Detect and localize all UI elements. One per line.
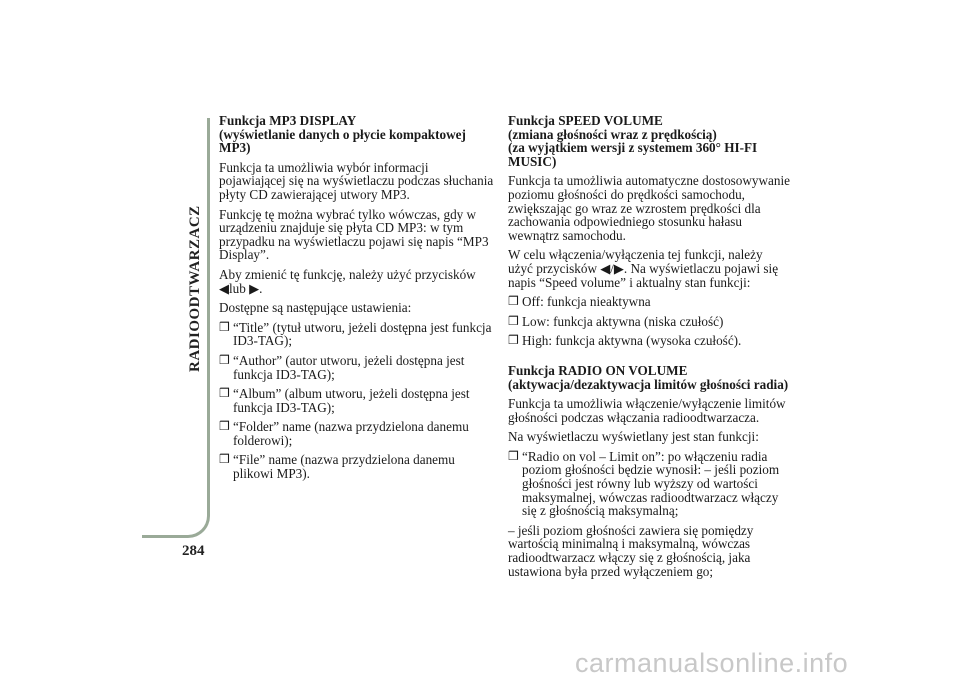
list-item <box>219 453 494 480</box>
list-item <box>219 420 494 447</box>
heading-note: (za wyjątkiem wersji z systemem 360° HI-FI MUSIC) <box>508 140 758 169</box>
radio-on-volume-heading <box>508 364 790 391</box>
arrow-left-right-icon: ◀/▶ <box>600 260 624 276</box>
list-item <box>219 321 494 348</box>
checkbox-bullet-icon: ❒ <box>219 419 230 434</box>
list-item-text: “Album” (album utworu, jeżeli dostępna jest funkcja ID3-TAG); <box>233 386 470 415</box>
list-item <box>219 354 494 381</box>
list-item-text: Low: funkcja aktywna (niska czułość) <box>522 313 724 329</box>
list-item <box>508 295 790 309</box>
speed-volume-heading <box>508 114 790 168</box>
watermark-link[interactable]: carmanualsonline.info <box>575 648 849 678</box>
checkbox-bullet-icon: ❒ <box>219 352 230 367</box>
checkbox-bullet-icon: ❒ <box>508 333 519 348</box>
arrow-right-icon: ▶ <box>249 280 260 296</box>
checkbox-bullet-icon: ❒ <box>219 452 230 467</box>
checkbox-bullet-icon: ❒ <box>219 386 230 401</box>
paragraph: – jeśli poziom głośności zawiera się pomiędzy wartością minimalną i maksymalną, wówczas radioodtwarzacz włączy się z głośnością, jaka ustawiona była przed wyłączeniem go; <box>508 522 754 579</box>
checkbox-bullet-icon: ❒ <box>508 294 519 309</box>
paragraph-text: . <box>259 280 263 296</box>
paragraph-text: W celu włączenia/wyłączenia tej funkcji, należy użyć przycisków <box>508 247 763 276</box>
mp3-display-heading <box>219 114 494 155</box>
heading-subtitle: (aktywacja/dezaktywacja limitów głośności radia) <box>508 376 789 392</box>
list-item-text: Off: funkcja nieaktywna <box>522 294 651 310</box>
paragraph: Funkcja ta umożliwia automatyczne dostosowywanie poziomu głośności do prędkości samochodu, zwiększając go wraz ze wzrostem prędkości dla zachowania odpowiedniego stosunku hałasu wewnątrz samochodu. <box>508 173 790 243</box>
paragraph-buttons <box>219 268 494 295</box>
section-side-label: RADIOODTWARZACZ <box>187 205 203 372</box>
heading-title: Funkcja SPEED VOLUME <box>508 113 663 128</box>
heading-subtitle: (zmiana głośności wraz z prędkością) <box>508 126 717 142</box>
paragraph: Na wyświetlaczu wyświetlany jest stan funkcji: <box>508 429 759 445</box>
paragraph: Funkcja ta umożliwia wybór informacji pojawiającej się na wyświetlaczu podczas słuchania płyty CD zawierającej utwory MP3. <box>219 159 494 202</box>
heading-title: Funkcja MP3 DISPLAY <box>219 113 357 128</box>
list-item <box>508 450 790 518</box>
heading-title: Funkcja RADIO ON VOLUME <box>508 362 688 378</box>
paragraph-buttons <box>508 248 790 289</box>
left-column <box>219 114 494 487</box>
checkbox-bullet-icon: ❒ <box>508 313 519 328</box>
list-item <box>508 315 790 329</box>
list-item-text: “File” name (nazwa przydzielona danemu plikowi MP3). <box>233 452 455 482</box>
heading-subtitle: (wyświetlanie danych o płycie kompaktowej MP3) <box>219 126 466 156</box>
paragraph: Dostępne są następujące ustawienia: <box>219 300 412 316</box>
paragraph: Funkcja ta umożliwia włączenie/wyłączenie limitów głośności podczas włączania radioodtwarzacza. <box>508 396 786 425</box>
list-item-text: “Title” (tytuł utworu, jeżeli dostępna jest funkcja ID3-TAG); <box>233 319 492 349</box>
paragraph-text: lub <box>229 280 246 296</box>
right-column <box>508 114 790 584</box>
list-item <box>219 387 494 414</box>
paragraph-text: Aby zmienić tę funkcję, należy użyć przycisków <box>219 266 476 282</box>
list-item-text: High: funkcja aktywna (wysoka czułość). <box>522 333 742 349</box>
page-number: 284 <box>182 543 205 559</box>
checkbox-bullet-icon: ❒ <box>219 319 230 334</box>
list-item <box>508 334 790 348</box>
list-item-text: “Author” (autor utworu, jeżeli dostępna jest funkcja ID3-TAG); <box>233 352 465 382</box>
list-item-text: “Folder” name (nazwa przydzielona danemu folderowi); <box>233 419 469 448</box>
list-item-text: “Radio on vol – Limit on”: po włączeniu radia poziom głośności będzie wynosił: – jeśli poziom głośności jest równy lub wyższy od wartości maksymalnej, wówczas radioodtwarzacz włączy się z głośnością maksymalną; <box>522 448 780 519</box>
arrow-left-icon: ◀ <box>219 280 229 296</box>
paragraph-text: . Na wyświetlaczu pojawi się napis “Speed volume” i aktualny stan funkcji: <box>508 260 779 290</box>
paragraph: Funkcję tę można wybrać tylko wówczas, gdy w urządzeniu znajduje się płyta CD MP3: w tym przypadku na wyświetlaczu pojawi się napis “MP3 Display”. <box>219 206 489 263</box>
checkbox-bullet-icon: ❒ <box>508 448 519 463</box>
